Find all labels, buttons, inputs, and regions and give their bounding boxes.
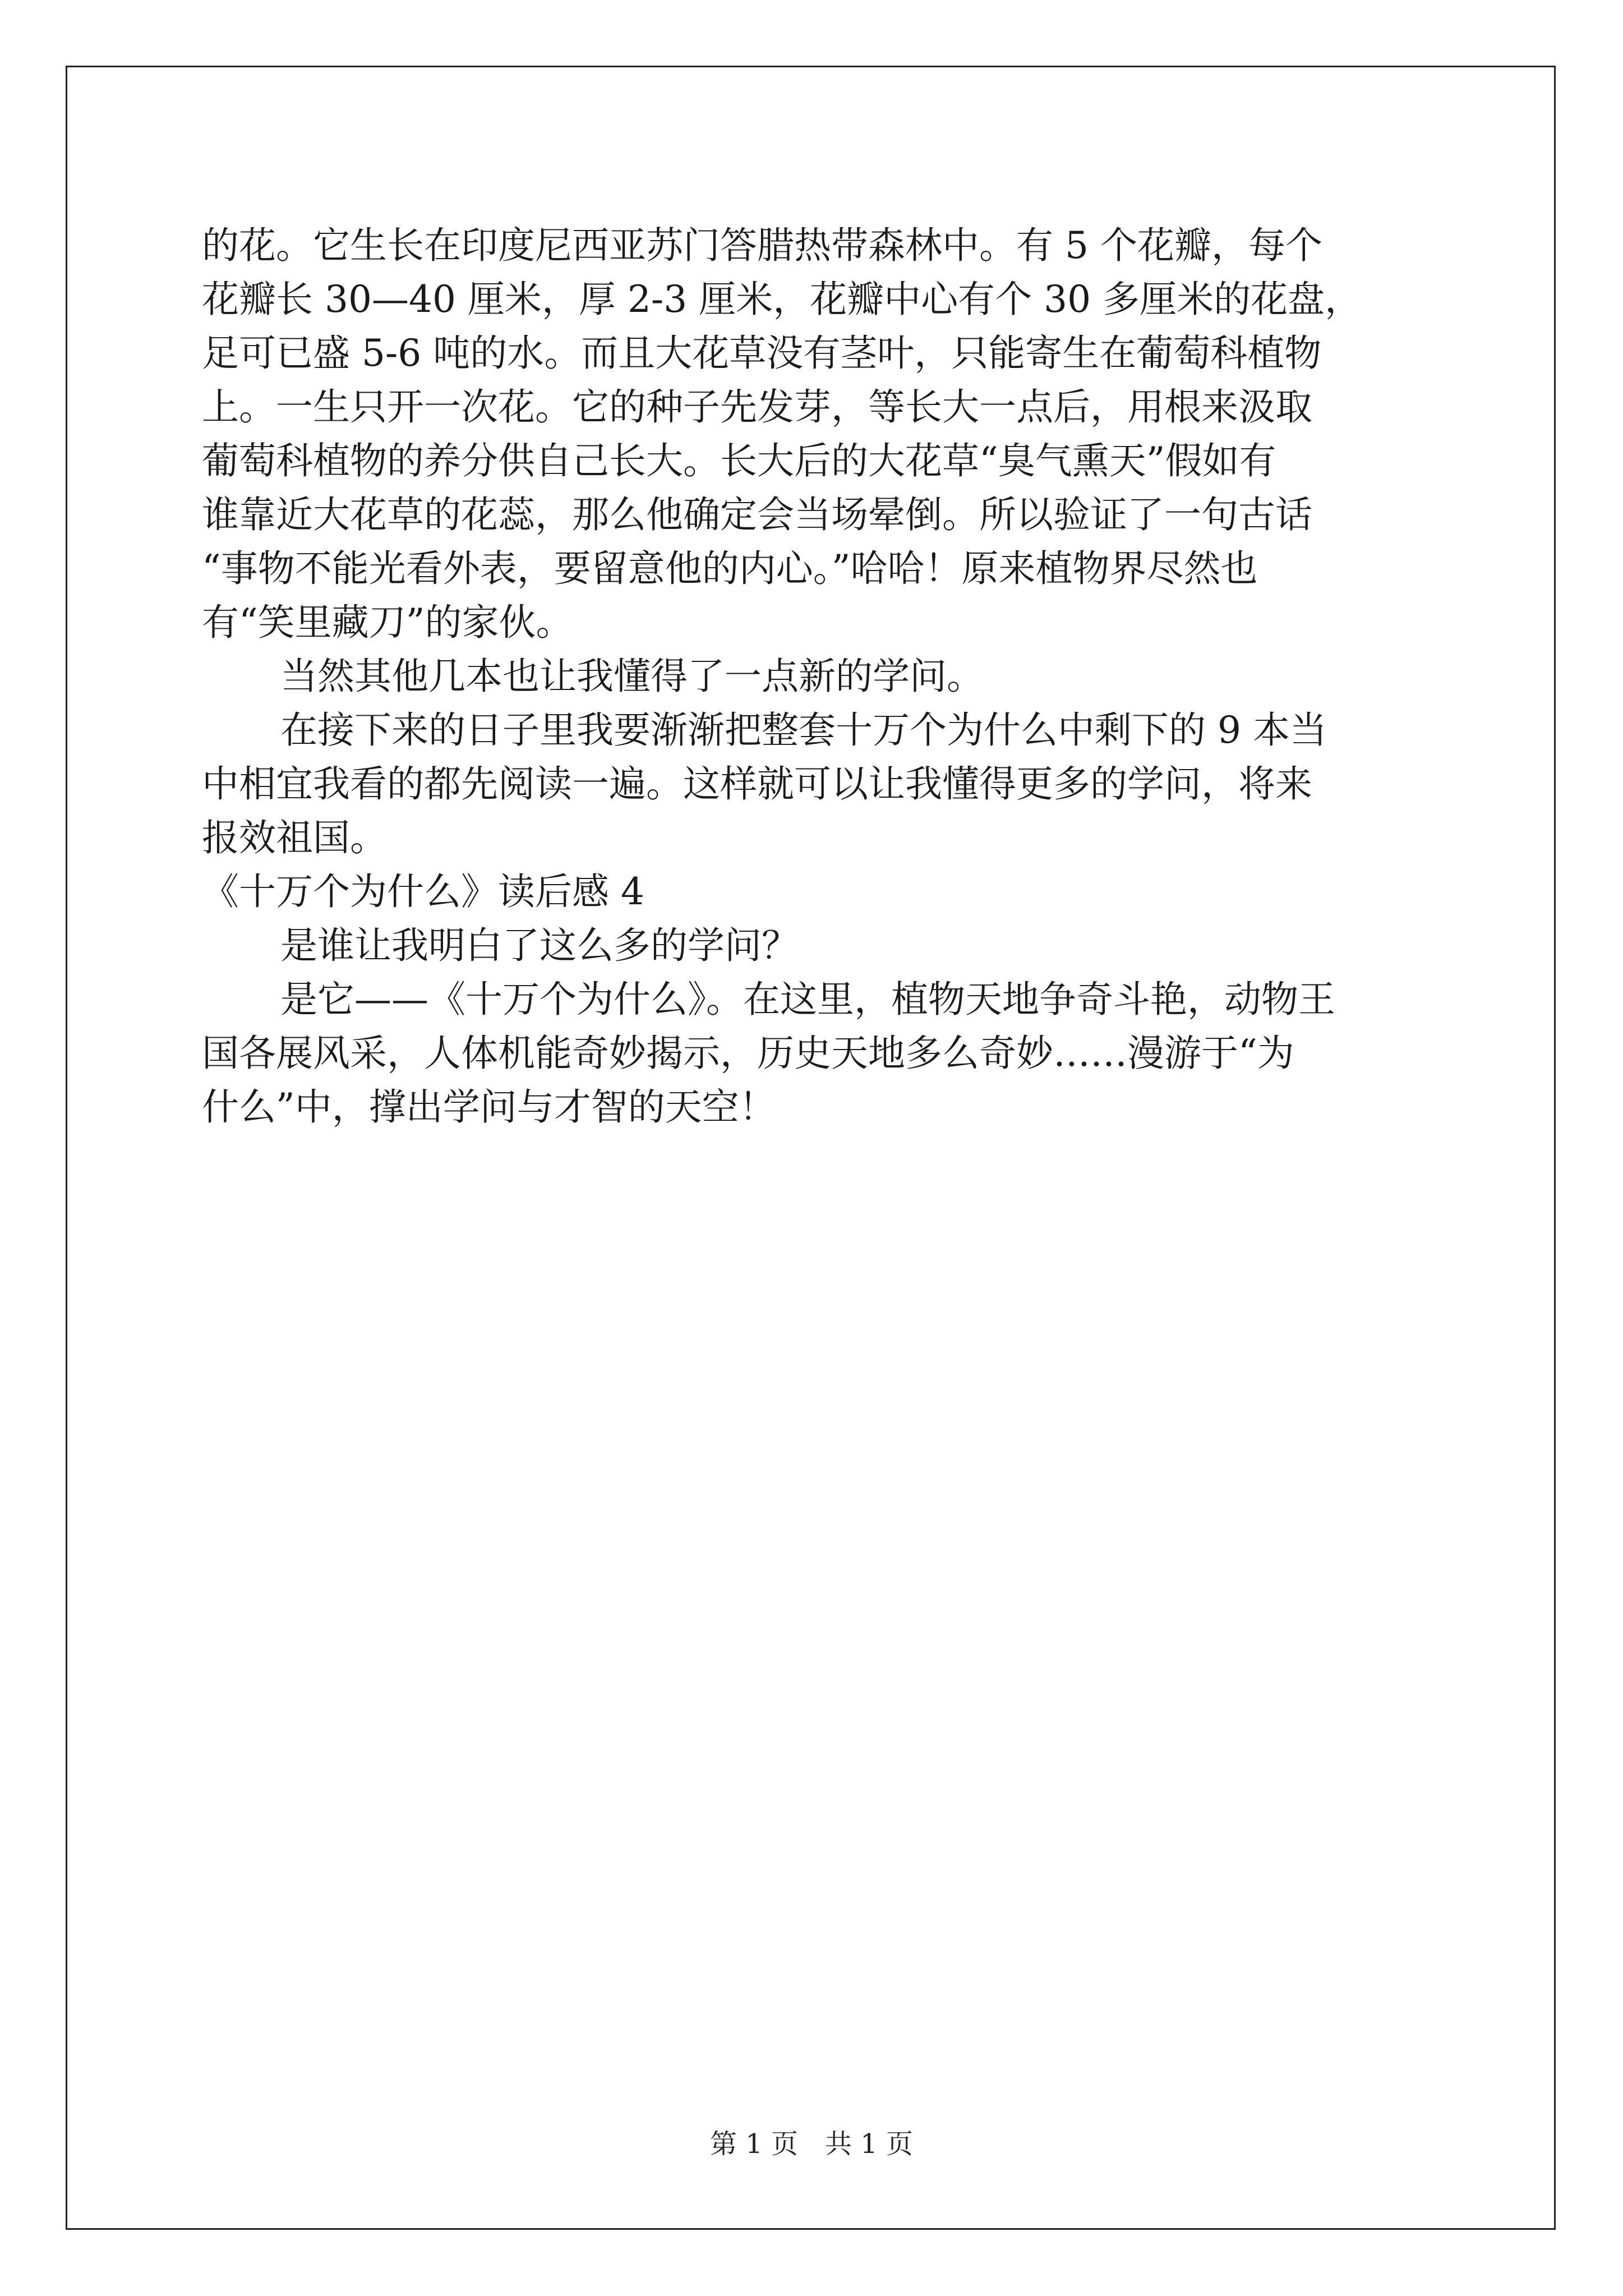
text-line: 葡萄科植物的养分供自己长大。长大后的大花草“臭气熏天”假如有	[202, 439, 1276, 482]
text-line: 花瓣长 30—40 厘米，厚 2-3 厘米，花瓣中心有个 30 多厘米的花盘，	[202, 278, 1362, 321]
section-heading: 《十万个为什么》读后感 4	[202, 870, 644, 913]
text-line: 国各展风采，人体机能奇妙揭示，历史天地多么奇妙……漫游于“为	[202, 1032, 1294, 1075]
text-line: 的花。它生长在印度尼西亚苏门答腊热带森林中。有 5 个花瓣，每个	[202, 224, 1322, 267]
text-line: 什么”中，撑出学问与才智的天空！	[202, 1085, 776, 1129]
text-line: 足可已盛 5-6 吨的水。而且大花草没有茎叶，只能寄生在葡萄科植物	[202, 332, 1322, 375]
text-line: 有“笑里藏刀”的家伙。	[202, 601, 573, 644]
text-line: 在接下来的日子里我要渐渐把整套十万个为什么中剩下的 9 本当	[280, 708, 1327, 752]
page-footer: 第 1 页 共 1 页	[709, 2128, 914, 2160]
text-line: 当然其他几本也让我懂得了一点新的学问。	[280, 655, 984, 698]
text-line: 是谁让我明白了这么多的学问？	[280, 924, 799, 967]
text-line: 报效祖国。	[202, 816, 387, 859]
text-line: 谁靠近大花草的花蕊，那么他确定会当场晕倒。所以验证了一句古话	[202, 493, 1312, 536]
text-line: “事物不能光看外表，要留意他的内心。”哈哈！原来植物界尽然也	[202, 547, 1258, 590]
text-line: 是它——《十万个为什么》。在这里，植物天地争奇斗艳，动物王	[280, 978, 1335, 1021]
text-line: 中相宜我看的都先阅读一遍。这样就可以让我懂得更多的学问，将来	[202, 762, 1312, 806]
document-body	[202, 219, 1424, 1134]
text-line: 上。一生只开一次花。它的种子先发芽，等长大一点后，用根来汲取	[202, 385, 1312, 429]
